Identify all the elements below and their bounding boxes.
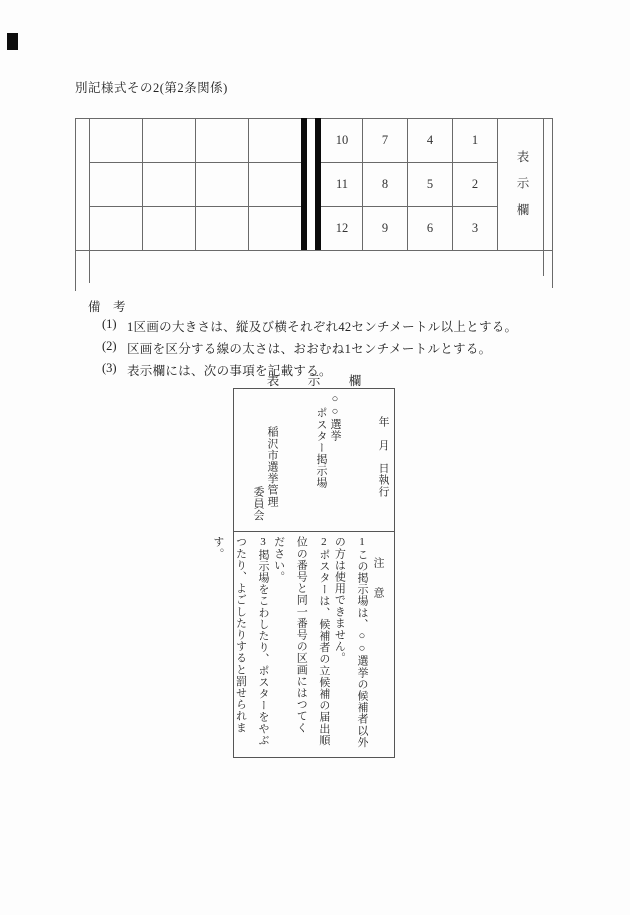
notice-heading: 注 意 [372, 557, 384, 602]
display-panel-heading: 表 示 欄 [266, 374, 370, 388]
panel-section-divider [234, 531, 394, 532]
remark-text: 表示欄には、次の事項を記載する。 [127, 364, 332, 378]
left-grid-col-line [248, 118, 249, 250]
notice-item-text: 位の番号と同一番号の区画にはつてく [295, 536, 308, 734]
remark-number: (3) [102, 361, 117, 375]
notice-item-text: この掲示場は、○○選挙の候補者以外 [356, 548, 368, 748]
notice-item-text: 掲示場をこわしたり、ポスターをやぶ [257, 548, 270, 746]
grid-cell-number: 12 [335, 221, 349, 235]
thick-divider-bar-left [301, 118, 307, 250]
notice-item-number: 2 [317, 536, 330, 549]
grid-cell-number: 1 [471, 133, 479, 147]
notice-item-text: ポスターは、候補者の立候補の届出順 [317, 548, 330, 746]
board-right-inner-leg [543, 250, 544, 276]
grid-cell-number: 4 [426, 133, 434, 147]
grid-cell-number: 8 [381, 177, 389, 191]
remark-text: 区画を区分する線の太さは、おおむね1センチメートルとする。 [127, 342, 492, 356]
scan-registration-mark [7, 33, 18, 50]
grid-cell-number: 9 [381, 221, 389, 235]
commission-name-line1: 稲沢市選挙管理 [266, 426, 278, 508]
left-grid-col-line [195, 118, 196, 250]
notice-item-3 [211, 536, 269, 762]
notice-item-text: す。 [211, 536, 224, 560]
election-name-line: ○○選挙 [329, 393, 341, 442]
left-grid-row-line [89, 162, 301, 163]
notice-item-1 [333, 536, 368, 762]
left-grid-col-line [142, 118, 143, 250]
display-panel-box [211, 388, 395, 758]
grid-cell-number: 3 [471, 221, 479, 235]
remark-number: (2) [102, 339, 117, 353]
grid-cell-number: 2 [471, 177, 479, 191]
execution-date-line: 年 月 日執行 [377, 416, 389, 498]
notice-item-2 [272, 536, 330, 762]
board-display-column-label: 表示欄 [515, 150, 529, 230]
board-left-inner-leg [89, 250, 90, 283]
notice-item-number: 3 [257, 536, 270, 549]
notice-item-text: ださい。 [272, 536, 285, 583]
grid-cell-number: 5 [426, 177, 434, 191]
grid-cell-number: 6 [426, 221, 434, 235]
board-right-outer-leg [552, 250, 553, 288]
grid-cell-number: 11 [335, 177, 349, 191]
display-column-divider [497, 118, 498, 250]
board-right-post-line [543, 118, 544, 250]
notice-item-text: の方は使用できません。 [333, 536, 346, 664]
poster-site-line: ポスター掲示場 [315, 407, 327, 489]
grid-cell-number: 10 [335, 133, 349, 147]
remarks-heading: 備 考 [88, 300, 126, 314]
commission-name-line2: 委員会 [252, 486, 264, 521]
board-left-outer-leg [75, 250, 76, 291]
notice-item-text: つたり、よごしたりすると罰せられま [234, 536, 247, 734]
notice-item-number: 1 [356, 536, 368, 549]
remark-text: 1区画の大きさは、縦及び横それぞれ42センチメートル以上とする。 [127, 320, 518, 334]
board-left-post-line [89, 118, 90, 250]
remark-number: (1) [102, 317, 117, 331]
left-grid-row-line [89, 206, 301, 207]
grid-cell-number: 7 [381, 133, 389, 147]
page-title: 別記様式その2(第2条関係) [75, 81, 228, 95]
notice-items [211, 536, 368, 762]
